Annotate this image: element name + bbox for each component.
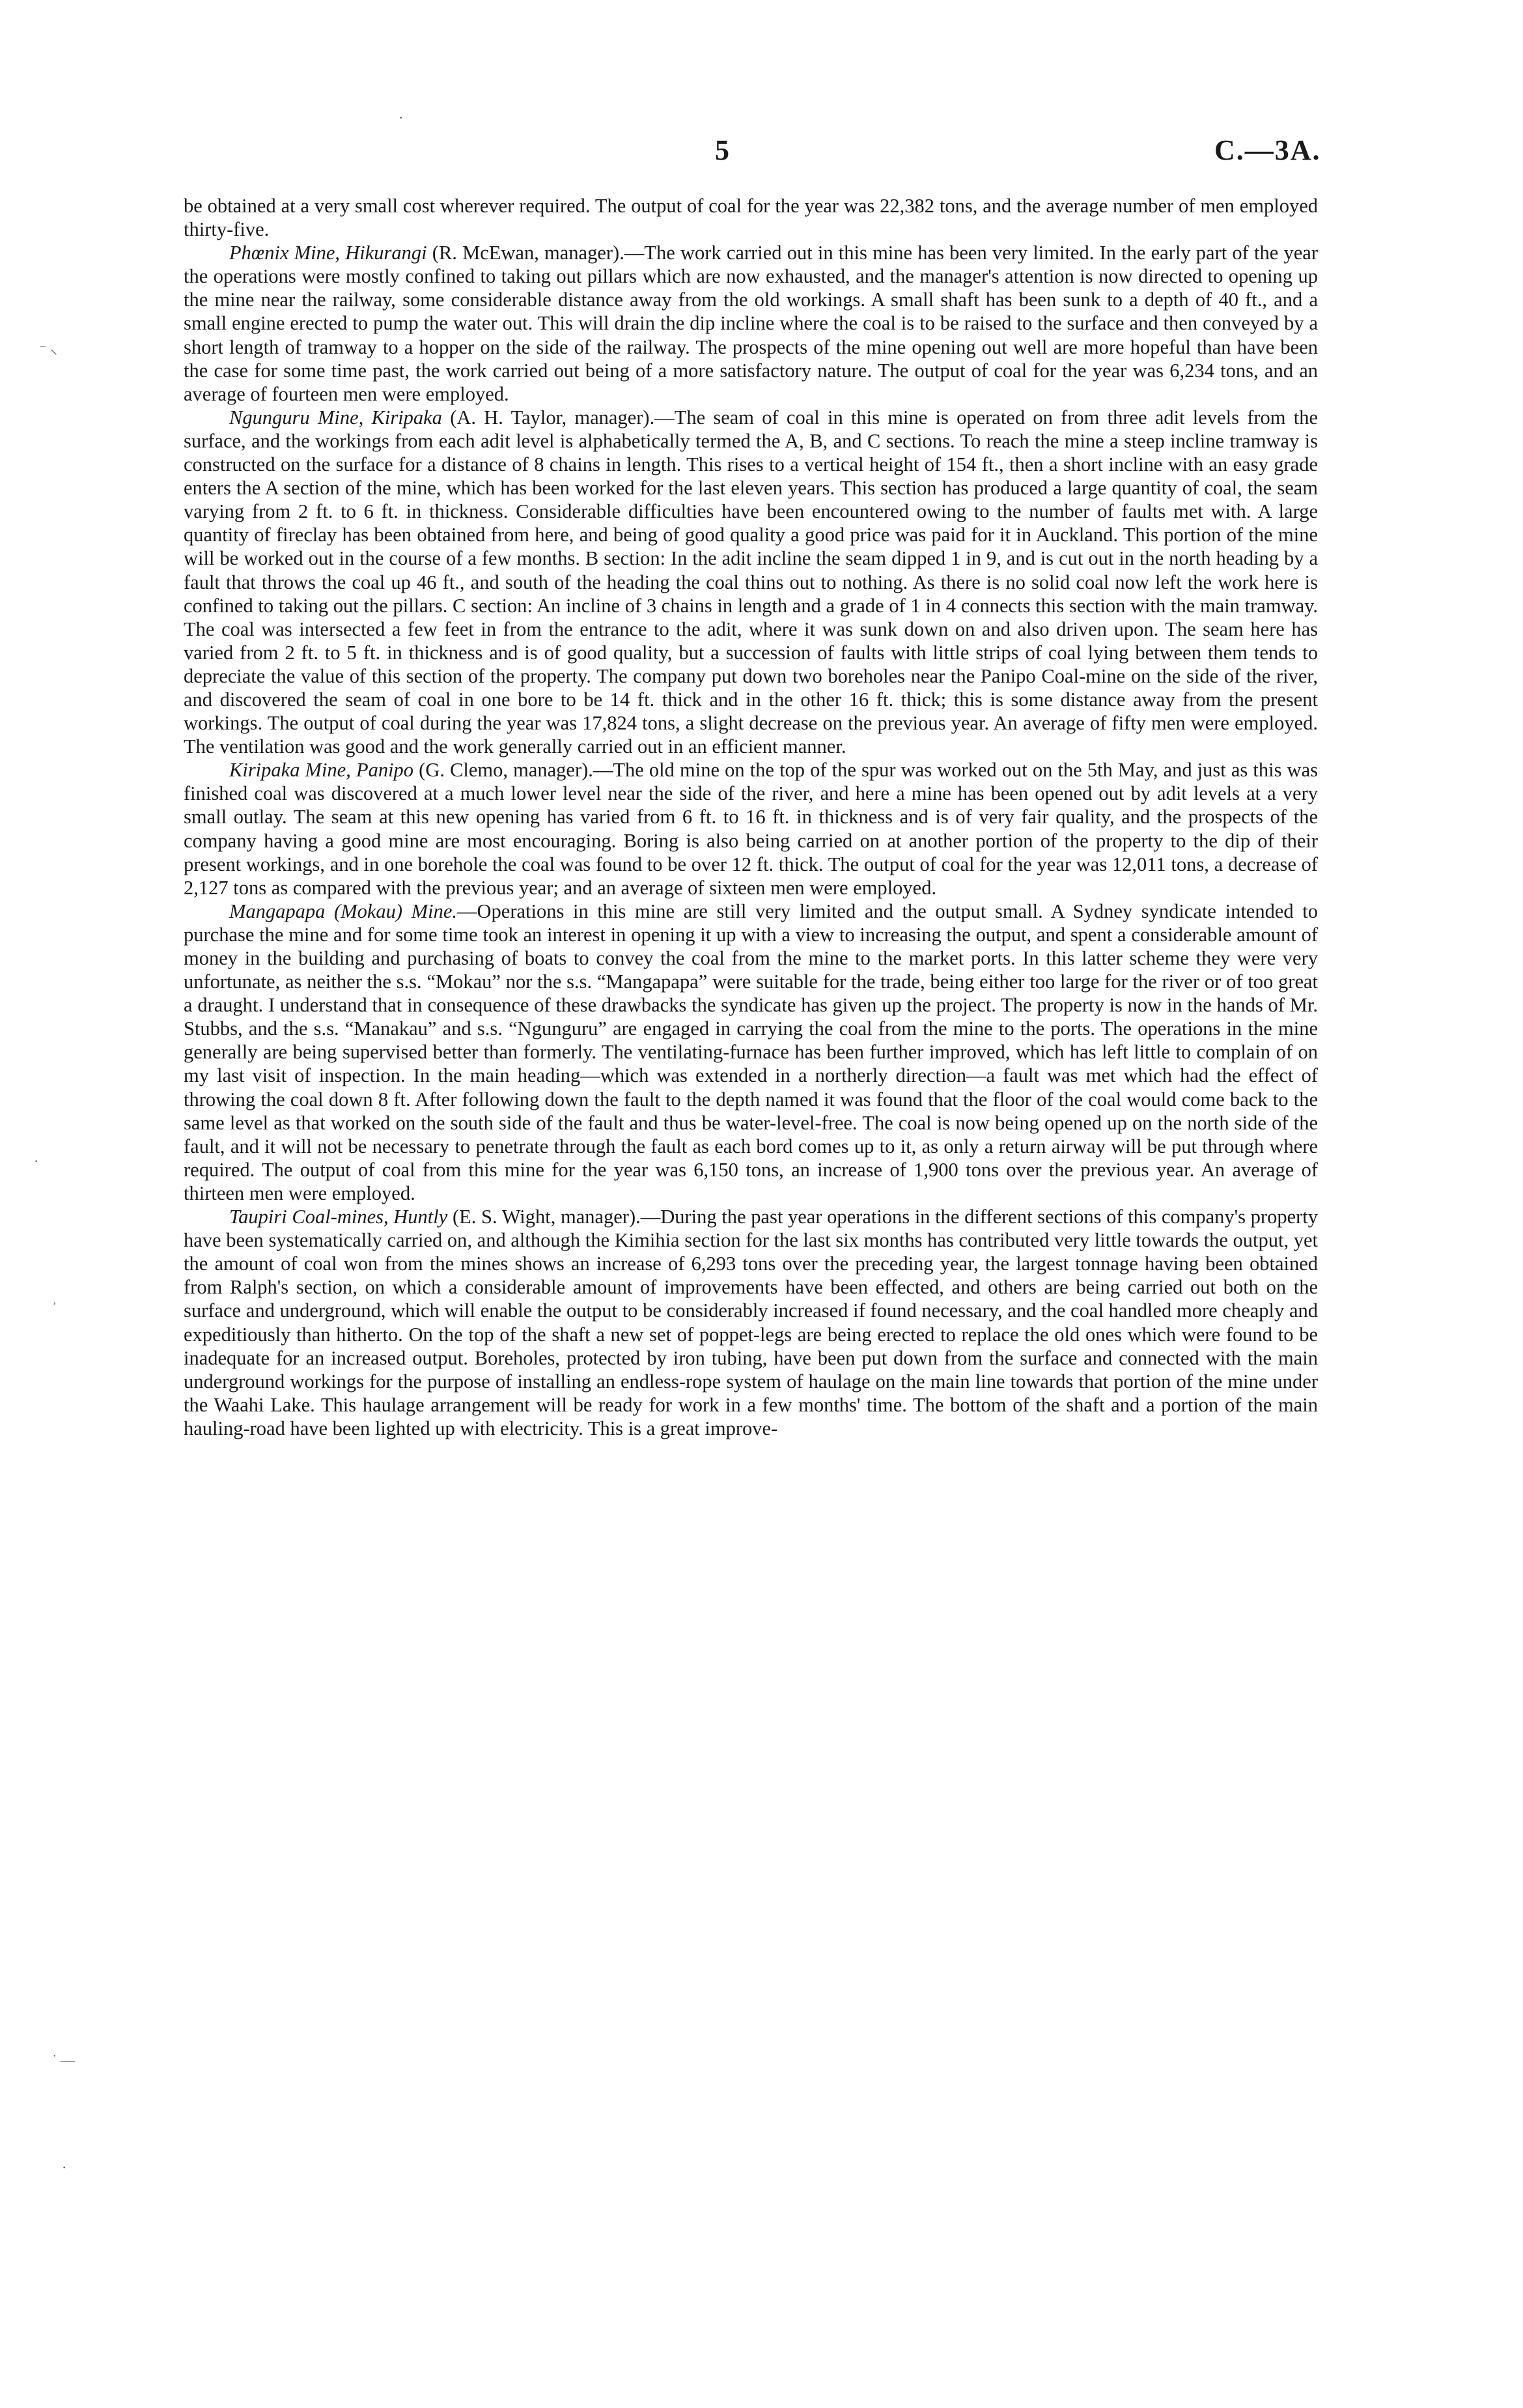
- paragraph-taupiri-mines: [184, 1205, 1318, 1440]
- paragraph-ngunguru-mine: [184, 406, 1318, 758]
- page-number: 5: [715, 134, 729, 166]
- mine-heading: Taupiri Coal-mines, Huntly: [229, 1206, 448, 1228]
- mine-heading: Ngunguru Mine, Kiripaka: [229, 406, 442, 429]
- mine-heading: Kiripaka Mine, Panipo: [229, 759, 414, 782]
- mine-heading: Phœnix Mine, Hikurangi: [229, 242, 427, 264]
- paragraph-phoenix-mine: [184, 241, 1318, 406]
- paragraph-mangapapa-mine: [184, 899, 1318, 1205]
- scan-speck: ·: [62, 2159, 67, 2175]
- body-text: [184, 194, 1318, 1440]
- paragraph-kiripaka-mine: [184, 758, 1318, 899]
- paragraph-text: —Operations in this mine are still very limited and the output small. A Sydney syndicate intended to purchase the mine and for some time took an interest in opening it up with a view to increasing the output, and spent a considerable amount of money in the building and purchasing of boats to convey the coal from the mine to the market ports. In this latter scheme they were very unfortunate, as neither the s.s. “Mokau” nor the s.s. “Mangapapa” were suitable for the trade, being either too large for the river or of too great a draught. I understand that in consequence of these drawbacks the syndicate has given up the project. The property is now in the hands of Mr. Stubbs, and the s.s. “Manakau” and s.s. “Ngunguru” are engaged in carrying the coal from the mine to the ports. The operations in the mine generally are being supervised better than formerly. The ventilating-furnace has been further improved, which has left little to complain of on my last visit of inspection. In the main heading—which was extended in a northerly direction—a fault was met which had the effect of throwing the coal down 8 ft. After following down the fault to the depth named it was found that the floor of the coal would come back to the same level as that worked on the south side of the fault and thus be water-level-free. The coal is now being opened up on the north side of the fault, and it will not be necessary to penetrate through the fault as each bord comes up to it, as only a return airway will be put through where required. The output of coal from this mine for the year was 6,150 tons, an increase of 1,900 tons over the previous year. An average of thirteen men were employed.: [184, 899, 1318, 1204]
- page-header: [0, 134, 1523, 173]
- scan-speck: ·: [398, 109, 404, 126]
- scan-speck: ·: [34, 1153, 39, 1169]
- scan-speck: ˙ —: [52, 2052, 75, 2068]
- paragraph-text: (R. McEwan, manager).—The work carried out in this mine has been very limited. In the early part of the year the operations were mostly confined to taking out pillars which are now exhausted, and the manager's attention is now directed to opening up the mine near the railway, some considerable distance away from the old workings. A small shaft has been sunk to a depth of 40 ft., and a small engine erected to pump the water out. This will drain the dip incline where the coal is to be raised to the surface and then conveyed by a short length of tramway to a hopper on the side of the railway. The prospects of the mine opening out well are more hopeful than have been the case for some time past, the work carried out being of a more satisfactory nature. The output of coal for the year was 6,234 tons, and an average of fourteen men were employed.: [184, 242, 1318, 405]
- paragraph-text: (A. H. Taylor, manager).—The seam of coal in this mine is operated on from three adit levels from the surface, and the workings from each adit level is alphabetically termed the A, B, and C sections. To reach the mine a steep incline tramway is constructed on the surface for a distance of 8 chains in length. This rises to a vertical height of 154 ft., then a short incline with an easy grade enters the A section of the mine, which has been worked for the last eleven years. This section has produced a large quantity of coal, the seam varying from 2 ft. to 6 ft. in thickness. Considerable difficulties have been encountered owing to the number of faults met with. A large quantity of fireclay has been obtained from here, and being of good quality a good price was paid for it in Auckland. This portion of the mine will be worked out in the course of a few months. B section: In the adit incline the seam dipped 1 in 9, and is cut out in the north heading by a fault that throws the coal up 46 ft., and south of the heading the coal thins out to nothing. As there is no solid coal now left the work here is confined to taking out the pillars. C section: An incline of 3 chains in length and a grade of 1 in 4 connects this section with the main tramway. The coal was intersected a few feet in from the entrance to the adit, where it was sunk down on and also driven upon. The seam here has varied from 2 ft. to 5 ft. in thickness and is of good quality, but a succession of faults with little strips of coal lying between them tends to depreciate the value of this section of the property. The company put down two boreholes near the Panipo Coal-mine on the side of the river, and discovered the seam of coal in one bore to be 14 ft. thick and in the other 16 ft. thick; this is some distance away from the present workings. The output of coal during the year was 17,824 tons, a slight decrease on the previous year. An average of fifty men were employed. The ventilation was good and the work generally carried out in an efficient manner.: [184, 406, 1318, 758]
- paragraph-text: (G. Clemo, manager).—The old mine on the top of the spur was worked out on the 5th May, and just as this was finished coal was discovered at a much lower level near the side of the river, and here a mine has been opened out by adit levels at a very small outlay. The seam at this new opening has varied from 6 ft. to 16 ft. in thickness and is of very fair quality, and the prospects of the company having a good mine are most encouraging. Boring is also being carried on at another portion of the property to the dip of their present workings, and in one borehole the coal was found to be over 12 ft. thick. The output of coal for the year was 12,011 tons, a decrease of 2,127 tons as compared with the previous year; and an average of sixteen men were employed.: [184, 759, 1318, 899]
- paragraph-text: (E. S. Wight, manager).—During the past year operations in the different sections of this company's property have been systematically carried on, and although the Kimihia section for the last six months has contributed very little towards the output, yet the amount of coal won from the mines shows an increase of 6,293 tons over the preceding year, the largest tonnage having been obtained from Ralph's section, on which a considerable amount of improvements have been effected, and others are being carried out both on the surface and underground, which will enable the output to be considerably increased if found necessary, and the coal handled more cheaply and expeditiously than hitherto. On the top of the shaft a new set of poppet-legs are being erected to replace the old ones which were found to be inadequate for an increased output. Boreholes, protected by iron tubing, have been put down from the surface and connected with the main underground workings for the purpose of installing an endless-rope system of haulage on the main line towards that portion of the mine under the Waahi Lake. This haulage arrangement will be ready for work in a few months' time. The bottom of the shaft and a portion of the main hauling-road have been lighted up with electricity. This is a great improve-: [184, 1206, 1318, 1439]
- scan-speck: ⁻ ⸜: [39, 341, 58, 357]
- mine-heading: Mangapapa (Mokau) Mine.: [229, 899, 457, 922]
- document-reference: C.—3A.: [1214, 134, 1321, 166]
- continuation-paragraph: be obtained at a very small cost wherever required. The output of coal for the year was 22,382 tons, and the average number of men employed thirty-five.: [184, 195, 1318, 241]
- scan-speck: ᾽: [52, 1299, 57, 1316]
